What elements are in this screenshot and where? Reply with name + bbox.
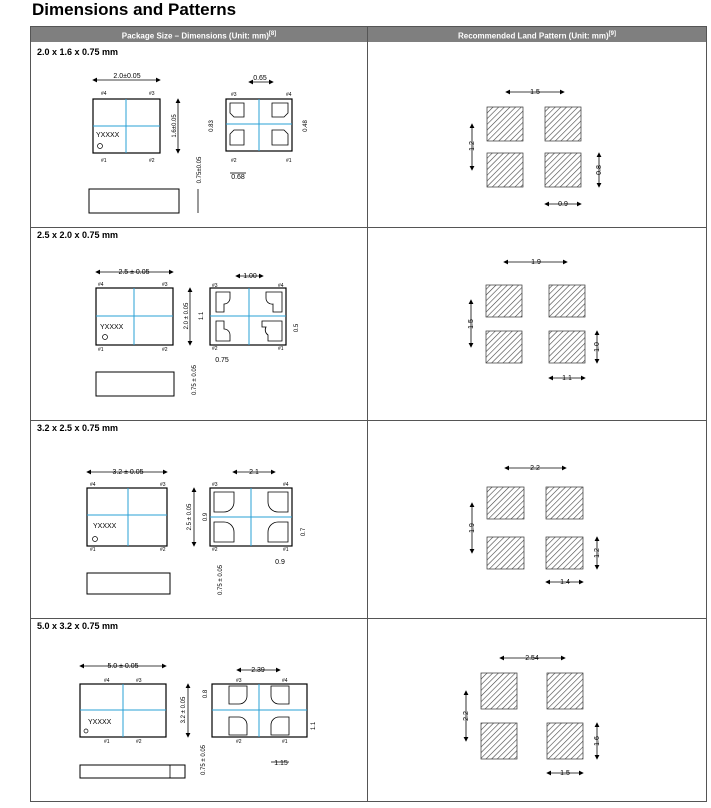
dim-pad-gap: 0.48	[303, 120, 309, 132]
row-label: 3.2 x 2.5 x 0.75 mm	[37, 423, 119, 433]
land-pad-width: 1.4	[560, 579, 570, 586]
pin-label: #2	[231, 158, 237, 164]
package-drawing-row4	[80, 663, 317, 778]
dim-pad-height: 0.9	[203, 512, 209, 522]
dim-pitch: 2.39	[251, 667, 265, 674]
pin-label: #1	[283, 547, 289, 553]
row-label: 5.0 x 3.2 x 0.75 mm	[37, 621, 119, 631]
part-marking: YXXXX	[100, 324, 124, 331]
pin-label: #2	[212, 547, 218, 553]
pin-label: #3	[149, 91, 155, 97]
pin-label: #4	[104, 678, 110, 684]
pin-label: #4	[283, 482, 289, 488]
pin-label: #4	[282, 678, 288, 684]
pin-label: #2	[212, 346, 218, 352]
dim-pad-height: 1.1	[199, 311, 205, 321]
dim-pad-width: 0.68	[231, 174, 245, 181]
pin-label: #3	[236, 678, 242, 684]
dim-pad-gap: 0.7	[301, 527, 307, 537]
dim-pitch: 1.00	[243, 273, 257, 280]
dim-pad-width: 0.75	[215, 357, 229, 364]
dim-thickness: 0.75 ± 0.05	[218, 565, 224, 595]
land-pad-width: 0.9	[558, 201, 568, 208]
pin-label: #4	[90, 482, 96, 488]
header-right-label: Recommended Land Pattern (Unit: mm)	[457, 31, 609, 41]
row-label: 2.5 x 2.0 x 0.75 mm	[37, 230, 119, 240]
header-left-label: Package Size – Dimensions (Unit: mm)	[121, 31, 269, 41]
dim-pad-gap: 1.1	[311, 721, 317, 731]
land-pad-height: 0.8	[596, 165, 603, 175]
pin-label: #3	[231, 92, 237, 98]
pin-label: #2	[236, 739, 242, 745]
dim-height: 2.0 ± 0.05	[184, 302, 190, 330]
pin-label: #3	[212, 482, 218, 488]
land-pattern-row1	[469, 89, 603, 208]
pin-label: #2	[162, 347, 168, 353]
dim-height: 1.6±0.05	[172, 114, 178, 138]
pin-label: #1	[90, 547, 96, 553]
land-pitch-x: 1.5	[530, 89, 540, 96]
land-pitch-x: 2.54	[525, 655, 539, 662]
land-pad-width: 1.1	[562, 375, 572, 382]
package-drawing-row2	[96, 269, 300, 396]
dim-height: 3.2 ± 0.05	[181, 696, 187, 724]
land-pitch-y: 1.9	[469, 523, 476, 533]
dim-pad-height: 0.83	[209, 120, 215, 132]
dim-height: 2.5 ± 0.05	[187, 503, 193, 531]
dim-pad-width: 0.9	[275, 559, 285, 566]
land-pattern-row2	[468, 259, 601, 382]
pin-label: #1	[282, 739, 288, 745]
pin-label: #3	[160, 482, 166, 488]
land-pitch-x: 1.9	[531, 259, 541, 266]
dim-width: 3.2 ± 0.05	[112, 469, 144, 476]
land-pattern-row4	[463, 655, 601, 777]
part-marking: YXXXX	[88, 719, 112, 726]
pin-label: #3	[212, 283, 218, 289]
dim-width: 2.5 ± 0.05	[118, 269, 150, 276]
dim-pitch: 0.65	[253, 75, 267, 82]
package-drawing-row1	[89, 73, 309, 213]
pin-label: #4	[278, 283, 284, 289]
pin-label: #4	[98, 282, 104, 288]
land-pad-height: 1.2	[594, 548, 601, 558]
dim-width: 5.0 ± 0.05	[107, 663, 139, 670]
land-pitch-y: 1.5	[468, 319, 475, 329]
page-title: Dimensions and Patterns	[32, 0, 237, 19]
land-pattern-row3	[469, 465, 601, 586]
land-pad-height: 1.0	[594, 342, 601, 352]
dim-width: 2.0±0.05	[113, 73, 141, 80]
land-pitch-y: 2.2	[463, 711, 470, 721]
pin-label: #1	[104, 739, 110, 745]
pin-label: #1	[286, 158, 292, 164]
dim-thickness: 0.75±0.05	[197, 156, 203, 184]
row-label: 2.0 x 1.6 x 0.75 mm	[37, 47, 119, 57]
part-marking: YXXXX	[93, 523, 117, 530]
pin-label: #4	[101, 91, 107, 97]
dim-pad-height: 0.8	[203, 689, 209, 699]
part-marking: YXXXX	[96, 132, 120, 139]
dim-pad-width: 1.15	[274, 760, 288, 767]
package-drawing-row3	[87, 469, 307, 595]
pin-label: #4	[286, 92, 292, 98]
land-pitch-y: 1.2	[469, 141, 476, 151]
dim-pad-gap: 0.5	[294, 323, 300, 333]
land-pad-height: 1.6	[594, 736, 601, 746]
dim-thickness: 0.75 ± 0.05	[201, 745, 207, 775]
pin-label: #3	[162, 282, 168, 288]
header-left-ref: [8]	[268, 31, 277, 37]
land-pad-width: 1.5	[560, 770, 570, 777]
header-right-ref: [9]	[608, 31, 617, 37]
pin-label: #2	[136, 739, 142, 745]
pin-label: #2	[160, 547, 166, 553]
land-pitch-x: 2.2	[530, 465, 540, 472]
pin-label: #1	[98, 347, 104, 353]
pin-label: #1	[101, 158, 107, 164]
pin-label: #2	[149, 158, 155, 164]
dim-thickness: 0.75 ± 0.05	[192, 365, 198, 395]
pin-label: #3	[136, 678, 142, 684]
pin-label: #1	[278, 346, 284, 352]
dim-pitch: 2.1	[249, 469, 259, 476]
